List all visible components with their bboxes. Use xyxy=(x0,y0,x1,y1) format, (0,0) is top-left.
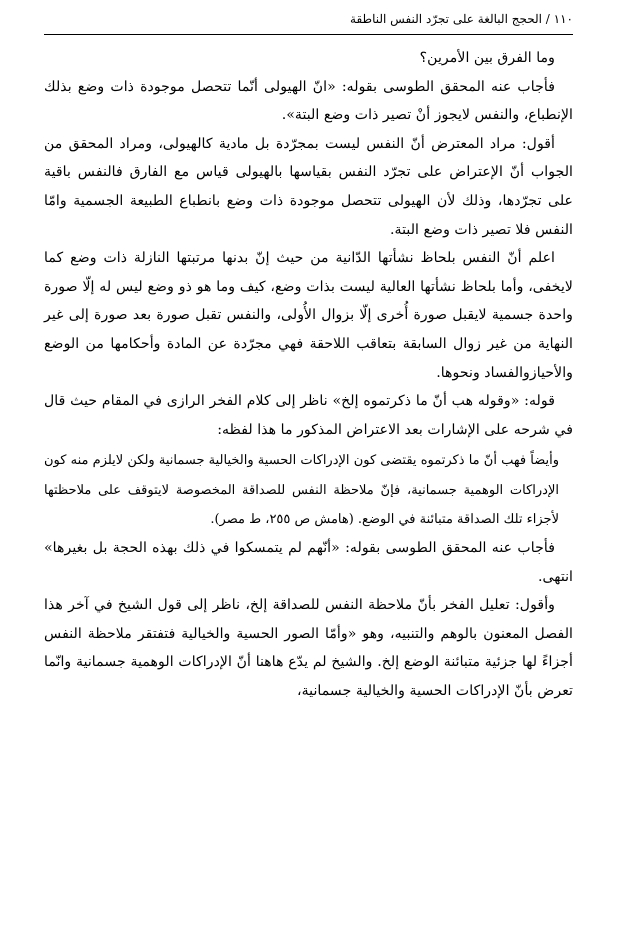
paragraph: وأقول: تعليل الفخر بأنّ ملاحظة النفس للصداقة إلخ، ناظر إلى قول الشيخ في آخر هذا الفصل المعنون بالوهم والتنبيه، وهو «وأمّا الصور الحسية والخيالية فتفتقر ملاحظة النفس أجزاءً لها جزئية متبائنة الوضع إلخ. والشيخ لم يدّع هاهنا أنّ الإدراكات الوهمية جسمانية وانّما تعرض بأنّ الإدراكات الحسية والخيالية جسمانية، xyxy=(44,597,573,699)
running-header xyxy=(44,12,573,26)
running-title: الحجج البالغة على تجرّد النفس الناطقة xyxy=(350,12,542,26)
block-quote: وأيضاً فهب أنّ ما ذكرتموه يقتضى كون الإدراكات الحسية والخيالية جسمانية ولكن لايلزم منه كون الإدراكات الوهمية جسمانية، فإنّ ملاحظة النفس للصداقة المخصوصة لايتوقف على ملاحظتها لأجزاء تلك الصداقة متبائنة في الوضع. (هامش ص ٢٥٥، ط مصر). xyxy=(44,453,559,527)
header-rule xyxy=(44,34,573,35)
page-number: ١١٠ xyxy=(553,12,573,26)
paragraph: وما الفرق بين الأمرين؟ xyxy=(419,50,555,66)
header-separator: / xyxy=(545,12,550,26)
paragraph: فأجاب عنه المحقق الطوسى بقوله: «أنّهم لم يتمسكوا في ذلك بهذه الحجة بل بغيرها» انتهى. xyxy=(44,539,573,585)
paragraph: أقول: مراد المعترض أنّ النفس ليست بمجرّدة بل مادية كالهيولى، ومراد المحقق من الجواب أنّ الإعتراض على تجرّد النفس بقياسها بالهيولى قياس مع الفارق فالنفس باقية على تجرّدها، وذلك لأن الهيولى تتحصل موجودة ذات وضع بانطباع الطبيعة الجسمية وامّا النفس فلا تصير ذات وضع البتة. xyxy=(44,135,573,238)
paragraph: اعلم أنّ النفس بلحاظ نشأتها الدّانية من حيث إنّ بدنها مرتبتها النازلة ذات وضع كما لايخفى، وأما بلحاظ نشأتها العالية ليست بذات وضع، كيف وما هو ذو وضع ليس له إلّا صورة واحدة جسمية لايقبل صورة أُخرى إلّا بزوال الأُولى، والنفس تقبل صورة بعد صورة إلى غير النهاية من غير زوال السابقة بتعاقب اللاحقة فهي مجرّدة عن المادة وأحكامها من الوضع والأحيازوالفساد ونحوها. xyxy=(44,250,573,381)
paragraph: قوله: «وقوله هب أنّ ما ذكرتموه إلخ» ناظر إلى كلام الفخر الرازى في المقام حيث قال في شرحه على الإشارات بعد الاعتراض المذكور ما هذا لفظه: xyxy=(44,393,573,438)
paragraph: فأجاب عنه المحقق الطوسى بقوله: «انّ الهيولى أنّما تتحصل موجودة ذات وضع بذلك الإنطباع، والنفس لايجوز أنْ تصير ذات وضع البتة». xyxy=(44,78,573,124)
page-body xyxy=(44,44,573,705)
